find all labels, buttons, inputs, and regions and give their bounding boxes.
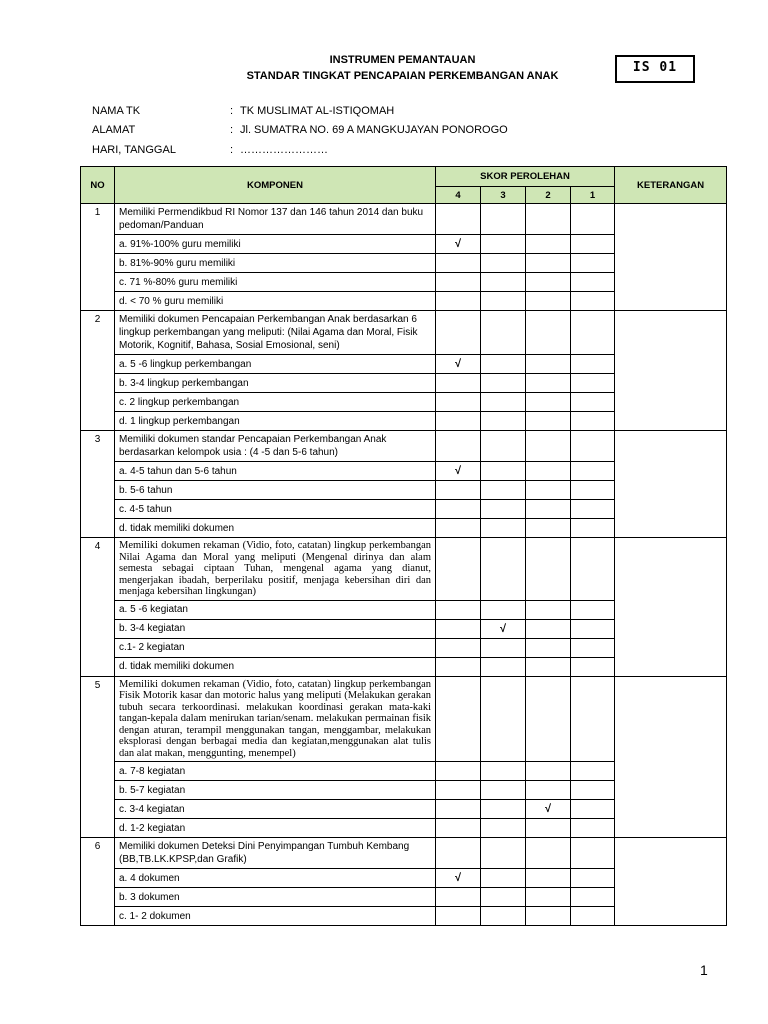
score-cell: [571, 800, 615, 819]
score-cell: [526, 888, 571, 907]
item-number: 3: [81, 431, 115, 538]
keterangan-cell: [615, 431, 727, 538]
score-cell: [571, 538, 615, 601]
option-label: b. 5-6 tahun: [115, 481, 436, 500]
info-label: HARI, TANGGAL: [92, 144, 176, 156]
score-cell: [571, 204, 615, 235]
score-cell: [526, 412, 571, 431]
score-cell: [481, 355, 526, 374]
header-komponen: KOMPONEN: [115, 167, 436, 204]
item-number: 5: [81, 676, 115, 838]
score-cell: [571, 393, 615, 412]
score-cell: [481, 800, 526, 819]
monitoring-table: [80, 166, 727, 926]
score-cell: [436, 273, 481, 292]
score-cell: [571, 838, 615, 869]
option-label: b. 3-4 kegiatan: [115, 619, 436, 638]
option-label: c. 71 %-80% guru memiliki: [115, 273, 436, 292]
table-row: [81, 431, 727, 462]
option-label: d. tidak memiliki dokumen: [115, 657, 436, 676]
item-number: 2: [81, 311, 115, 431]
item-number: 4: [81, 538, 115, 677]
title-line-1: INSTRUMEN PEMANTAUAN: [329, 54, 476, 66]
item-number: 6: [81, 838, 115, 926]
score-cell: [526, 676, 571, 762]
score-cell: [571, 762, 615, 781]
option-label: c. 2 lingkup perkembangan: [115, 393, 436, 412]
score-cell: [571, 519, 615, 538]
score-cell: [526, 519, 571, 538]
info-value: ……………………: [240, 144, 328, 156]
score-cell: [526, 481, 571, 500]
keterangan-cell: [615, 311, 727, 431]
score-cell: [436, 500, 481, 519]
table-body: [81, 204, 727, 926]
score-cell: [526, 462, 571, 481]
score-cell: [571, 500, 615, 519]
score-cell: [436, 204, 481, 235]
option-label: a. 4 dokumen: [115, 869, 436, 888]
score-cell: [481, 254, 526, 273]
option-label: d. 1-2 kegiatan: [115, 819, 436, 838]
score-cell: [481, 462, 526, 481]
item-component-text: Memiliki dokumen rekaman (Vidio, foto, catatan) lingkup perkembangan Nilai Agama dan Moral yang meliputi (Mengenal dirinya dan alam semesta sebagai ciptaan Tuhan, mengenal agama yang dianut, mengerjakan ibadah, berperilaku positif, menjaga kebersihan diri dan menjaga kebersihan lingkungan): [115, 538, 436, 601]
score-cell: [436, 538, 481, 601]
score-cell: [526, 538, 571, 601]
option-label: c. 4-5 tahun: [115, 500, 436, 519]
score-cell: [526, 619, 571, 638]
keterangan-cell: [615, 838, 727, 926]
score-cell: [571, 431, 615, 462]
score-cell: [436, 907, 481, 926]
score-cell: [571, 374, 615, 393]
keterangan-cell: [615, 204, 727, 311]
score-cell: [436, 638, 481, 657]
score-cell: [436, 781, 481, 800]
item-component-text: Memiliki Permendikbud RI Nomor 137 dan 146 tahun 2014 dan buku pedoman/Panduan: [115, 204, 436, 235]
score-cell: [481, 600, 526, 619]
score-cell: [481, 781, 526, 800]
score-cell: [571, 273, 615, 292]
score-cell: [571, 676, 615, 762]
info-value: Jl. SUMATRA NO. 69 A MANGKUJAYAN PONOROGO: [240, 124, 508, 136]
option-label: c.1- 2 kegiatan: [115, 638, 436, 657]
score-cell: [571, 355, 615, 374]
check-mark: √: [436, 355, 481, 374]
score-cell: [436, 412, 481, 431]
score-cell: [526, 204, 571, 235]
check-mark: √: [526, 800, 571, 819]
score-cell: [481, 888, 526, 907]
score-cell: [481, 412, 526, 431]
score-cell: [571, 311, 615, 355]
header-score-2: 2: [526, 187, 571, 204]
title-line-2: STANDAR TINGKAT PENCAPAIAN PERKEMBANGAN ANAK: [246, 70, 559, 82]
score-cell: [571, 254, 615, 273]
score-cell: [526, 907, 571, 926]
score-cell: [526, 781, 571, 800]
check-mark: √: [436, 869, 481, 888]
header-score-1: 1: [571, 187, 615, 204]
score-cell: [436, 519, 481, 538]
score-cell: [571, 781, 615, 800]
option-label: a. 4-5 tahun dan 5-6 tahun: [115, 462, 436, 481]
option-label: a. 91%-100% guru memiliki: [115, 235, 436, 254]
option-label: a. 5 -6 kegiatan: [115, 600, 436, 619]
option-label: c. 1- 2 dokumen: [115, 907, 436, 926]
info-separator: :: [230, 144, 234, 156]
score-cell: [481, 500, 526, 519]
option-label: a. 5 -6 lingkup perkembangan: [115, 355, 436, 374]
score-cell: [436, 393, 481, 412]
score-cell: [571, 235, 615, 254]
option-label: b. 3-4 lingkup perkembangan: [115, 374, 436, 393]
score-cell: [571, 638, 615, 657]
header-score-4: 4: [436, 187, 481, 204]
option-label: d. < 70 % guru memiliki: [115, 292, 436, 311]
score-cell: [481, 431, 526, 462]
option-label: d. 1 lingkup perkembangan: [115, 412, 436, 431]
page-number: 1: [700, 962, 708, 978]
score-cell: [526, 374, 571, 393]
table-row: [81, 838, 727, 869]
score-cell: [436, 374, 481, 393]
check-mark: √: [481, 619, 526, 638]
info-label: NAMA TK: [92, 105, 141, 117]
score-cell: [436, 762, 481, 781]
item-number: 1: [81, 204, 115, 311]
header-skor-perolehan: SKOR PEROLEHAN: [436, 167, 615, 187]
option-label: b. 3 dokumen: [115, 888, 436, 907]
score-cell: [571, 907, 615, 926]
info-separator: :: [230, 124, 234, 136]
score-cell: [481, 235, 526, 254]
table-row: [81, 538, 727, 601]
score-cell: [436, 431, 481, 462]
info-row-alamat: [92, 123, 508, 137]
info-separator: :: [230, 105, 234, 117]
score-cell: [436, 819, 481, 838]
score-cell: [481, 869, 526, 888]
score-cell: [481, 311, 526, 355]
keterangan-cell: [615, 538, 727, 677]
item-component-text: Memiliki dokumen Pencapaian Perkembangan Anak berdasarkan 6 lingkup perkembangan yang meliputi: (Nilai Agama dan Moral, Fisik Motorik, Kognitif, Bahasa, Sosial Emosional, seni): [115, 311, 436, 355]
score-cell: [436, 254, 481, 273]
option-label: a. 7-8 kegiatan: [115, 762, 436, 781]
header-score-3: 3: [481, 187, 526, 204]
header-keterangan: KETERANGAN: [615, 167, 727, 204]
info-row-nama-tk: [92, 104, 394, 118]
score-cell: [436, 838, 481, 869]
score-cell: [481, 273, 526, 292]
table-row: [81, 311, 727, 355]
score-cell: [481, 657, 526, 676]
score-cell: [571, 481, 615, 500]
info-value: TK MUSLIMAT AL-ISTIQOMAH: [240, 105, 395, 117]
check-mark: √: [436, 235, 481, 254]
score-cell: [481, 676, 526, 762]
score-cell: [526, 657, 571, 676]
score-cell: [526, 273, 571, 292]
item-component-text: Memiliki dokumen rekaman (Vidio, foto, catatan) lingkup perkembangan Fisik Motorik kasar dan motoric halus yang meliputi (Melakukan gerakan tubuh secara terkoordinasi. melakukan koordinasi gerakan mata-kaki tangan-kepala dalam menirukan tarian/senam. melakukan permainan fisik dengan aturan, terampil menggunakan tangan, menggambar, melakukan eksplorasi dengan berbagai media dan kegiatan,menggunakan alat tulis dan alat makan, menggunting, menempel): [115, 676, 436, 762]
score-cell: [571, 412, 615, 431]
score-cell: [571, 819, 615, 838]
score-cell: [481, 819, 526, 838]
score-cell: [526, 762, 571, 781]
score-cell: [481, 204, 526, 235]
option-label: b. 5-7 kegiatan: [115, 781, 436, 800]
score-cell: [571, 888, 615, 907]
score-cell: [571, 869, 615, 888]
check-mark: √: [436, 462, 481, 481]
score-cell: [436, 800, 481, 819]
score-cell: [481, 519, 526, 538]
score-cell: [526, 393, 571, 412]
score-cell: [526, 355, 571, 374]
score-cell: [481, 907, 526, 926]
info-label: ALAMAT: [92, 124, 136, 136]
score-cell: [526, 431, 571, 462]
score-cell: [571, 600, 615, 619]
option-label: c. 3-4 kegiatan: [115, 800, 436, 819]
score-cell: [526, 819, 571, 838]
score-cell: [481, 393, 526, 412]
score-cell: [481, 638, 526, 657]
score-cell: [436, 292, 481, 311]
score-cell: [436, 676, 481, 762]
table-row: [81, 676, 727, 762]
item-component-text: Memiliki dokumen Deteksi Dini Penyimpangan Tumbuh Kembang (BB,TB.LK.KPSP,dan Grafik): [115, 838, 436, 869]
item-component-text: Memiliki dokumen standar Pencapaian Perkembangan Anak berdasarkan kelompok usia : (4 -5 dan 5-6 tahun): [115, 431, 436, 462]
score-cell: [526, 500, 571, 519]
score-cell: [481, 762, 526, 781]
score-cell: [436, 888, 481, 907]
score-cell: [526, 292, 571, 311]
score-cell: [571, 619, 615, 638]
info-row-hari-tanggal: [92, 143, 328, 157]
score-cell: [571, 462, 615, 481]
score-cell: [526, 254, 571, 273]
header-no: NO: [81, 167, 115, 204]
score-cell: [436, 657, 481, 676]
score-cell: [436, 481, 481, 500]
score-cell: [571, 292, 615, 311]
score-cell: [571, 657, 615, 676]
score-cell: [526, 638, 571, 657]
score-cell: [481, 481, 526, 500]
score-cell: [436, 600, 481, 619]
option-label: d. tidak memiliki dokumen: [115, 519, 436, 538]
keterangan-cell: [615, 676, 727, 838]
score-cell: [436, 619, 481, 638]
score-cell: [526, 600, 571, 619]
document-code-box: IS 01: [615, 55, 695, 83]
score-cell: [481, 538, 526, 601]
score-cell: [481, 292, 526, 311]
option-label: b. 81%-90% guru memiliki: [115, 254, 436, 273]
table-row: [81, 204, 727, 235]
score-cell: [481, 374, 526, 393]
score-cell: [481, 838, 526, 869]
score-cell: [526, 235, 571, 254]
score-cell: [526, 869, 571, 888]
score-cell: [526, 838, 571, 869]
score-cell: [436, 311, 481, 355]
score-cell: [526, 311, 571, 355]
